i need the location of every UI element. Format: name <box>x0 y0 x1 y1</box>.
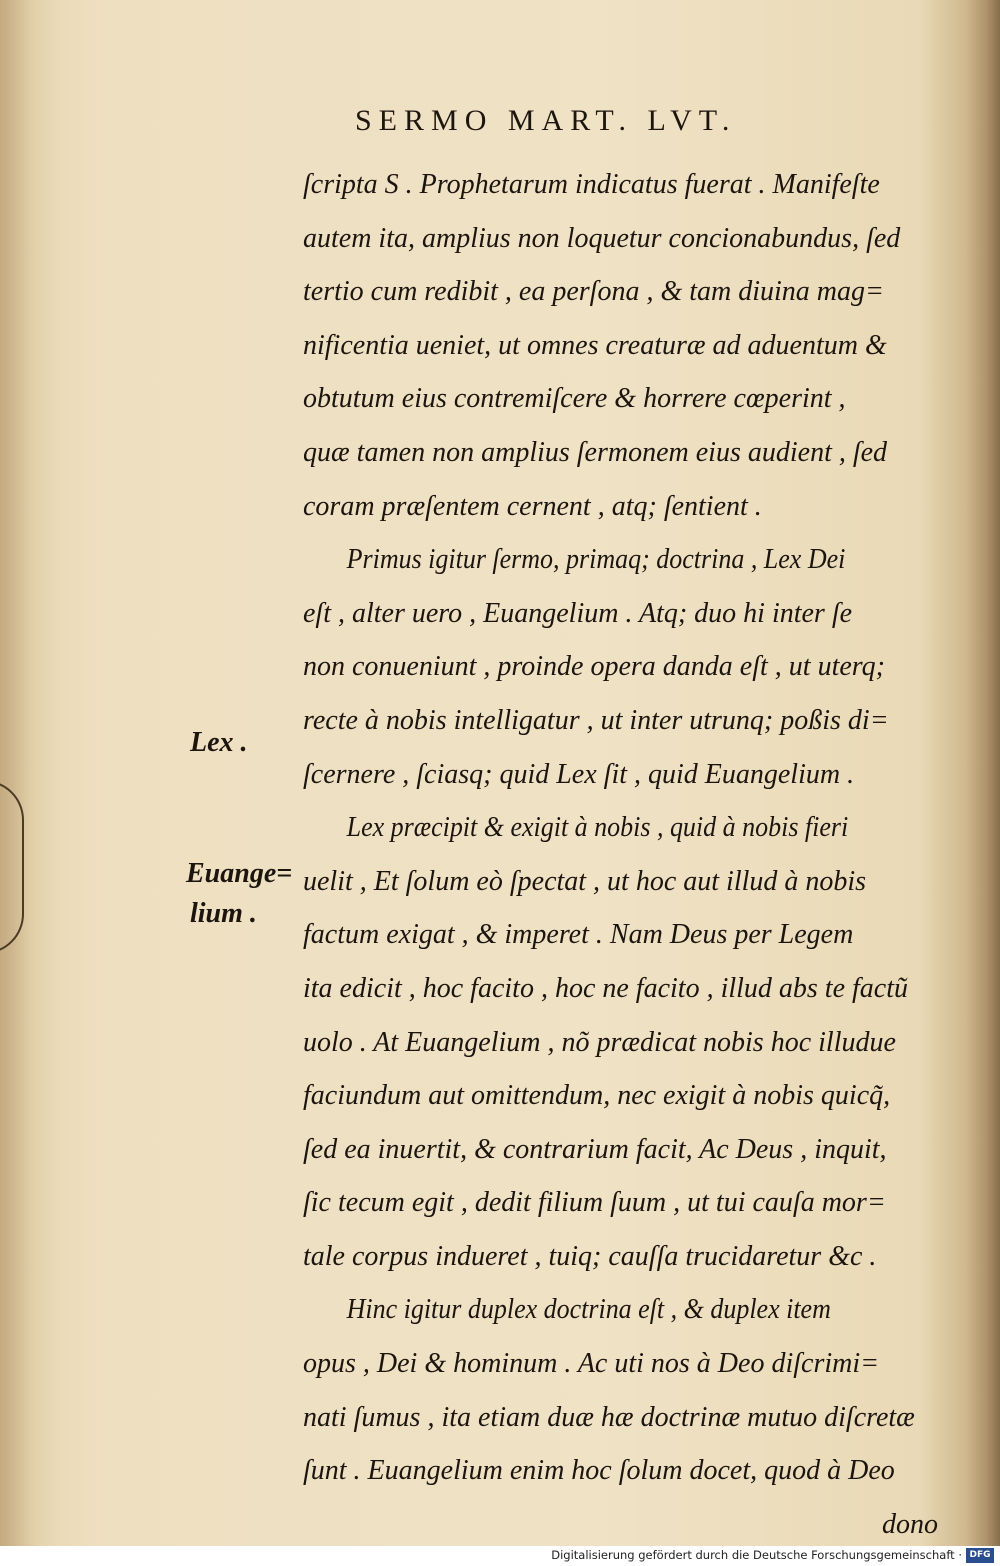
text-line: factum exigat , & imperet . Nam Deus per Legem <box>303 919 854 951</box>
running-title: SERMO MART. LVT. <box>355 104 737 137</box>
text-line: tertio cum redibit , ea perſona , & tam diuina mag= <box>303 276 884 308</box>
text-line: uelit , Et ſolum eò ſpectat , ut hoc aut illud à nobis <box>303 865 867 897</box>
text-line: ita edicit , hoc facito , hoc ne facito , illud abs te factũ <box>303 972 908 1004</box>
text-line: Hinc igitur duplex doctrina eſt , & duplex item <box>346 1294 831 1326</box>
text-line: Lex præcipit & exigit à nobis , quid à nobis fieri <box>346 812 849 844</box>
text-line: non conueniunt , proinde opera danda eſt , ut uterq; <box>303 651 885 683</box>
text-line: ſic tecum egit , dedit filium ſuum , ut tui cauſa mor= <box>303 1187 886 1219</box>
binding-tie <box>0 780 24 954</box>
text-line: ſcernere , ſciasq; quid Lex ſit , quid Euangelium . <box>303 758 855 790</box>
page-edge-shading <box>966 0 1000 1546</box>
marginal-note-euangelium-line2: lium . <box>190 898 257 929</box>
text-line: quæ tamen non amplius ſermonem eius audient , ſed <box>303 436 888 468</box>
text-line: obtutum eius contremiſcere & horrere cœperint , <box>303 383 846 415</box>
catchword: dono <box>882 1508 938 1540</box>
text-line: nati ſumus , ita etiam duæ hæ doctrinæ mutuo diſcretæ <box>303 1401 915 1433</box>
text-line: autem ita, amplius non loquetur concionabundus, ſed <box>303 222 901 254</box>
marginal-note-euangelium-line1: Euange= <box>186 858 293 889</box>
funding-note: Digitalisierung gefördert durch die Deutsche Forschungsgemeinschaft · <box>551 1548 962 1562</box>
text-line: recte à nobis intelligatur , ut inter utrunq; poßis di= <box>303 704 889 736</box>
text-line: eſt , alter uero , Euangelium . Atq; duo hi inter ſe <box>303 597 853 629</box>
page-gutter-shading <box>0 0 60 1546</box>
text-line: ſcripta S . Prophetarum indicatus fuerat . Manifeſte <box>303 169 880 200</box>
text-line: faciundum aut omittendum, nec exigit à nobis quicq̃, <box>303 1080 891 1112</box>
dfg-logo: DFG <box>966 1548 994 1563</box>
text-line: coram præſentem cernent , atq; ſentient . <box>303 490 762 522</box>
digitization-footer <box>0 1546 1000 1566</box>
text-line: uolo . At Euangelium , nõ prædicat nobis hoc illudue <box>303 1026 896 1058</box>
marginal-note-lex: Lex . <box>190 727 248 758</box>
main-text-block <box>303 158 958 1551</box>
text-line: tale corpus indueret , tuiq; cauſſa trucidaretur &c . <box>303 1240 877 1272</box>
text-line: Primus igitur ſermo, primaq; doctrina , Lex Dei <box>346 544 846 576</box>
text-line: ſunt . Euangelium enim hoc ſolum docet, quod à Deo <box>303 1455 895 1487</box>
text-line: ſed ea inuertit, & contrarium facit, Ac Deus , inquit, <box>303 1133 887 1165</box>
text-line: nificentia ueniet, ut omnes creaturæ ad aduentum & <box>303 329 887 361</box>
text-line: opus , Dei & hominum . Ac uti nos à Deo diſcrimi= <box>303 1348 880 1380</box>
